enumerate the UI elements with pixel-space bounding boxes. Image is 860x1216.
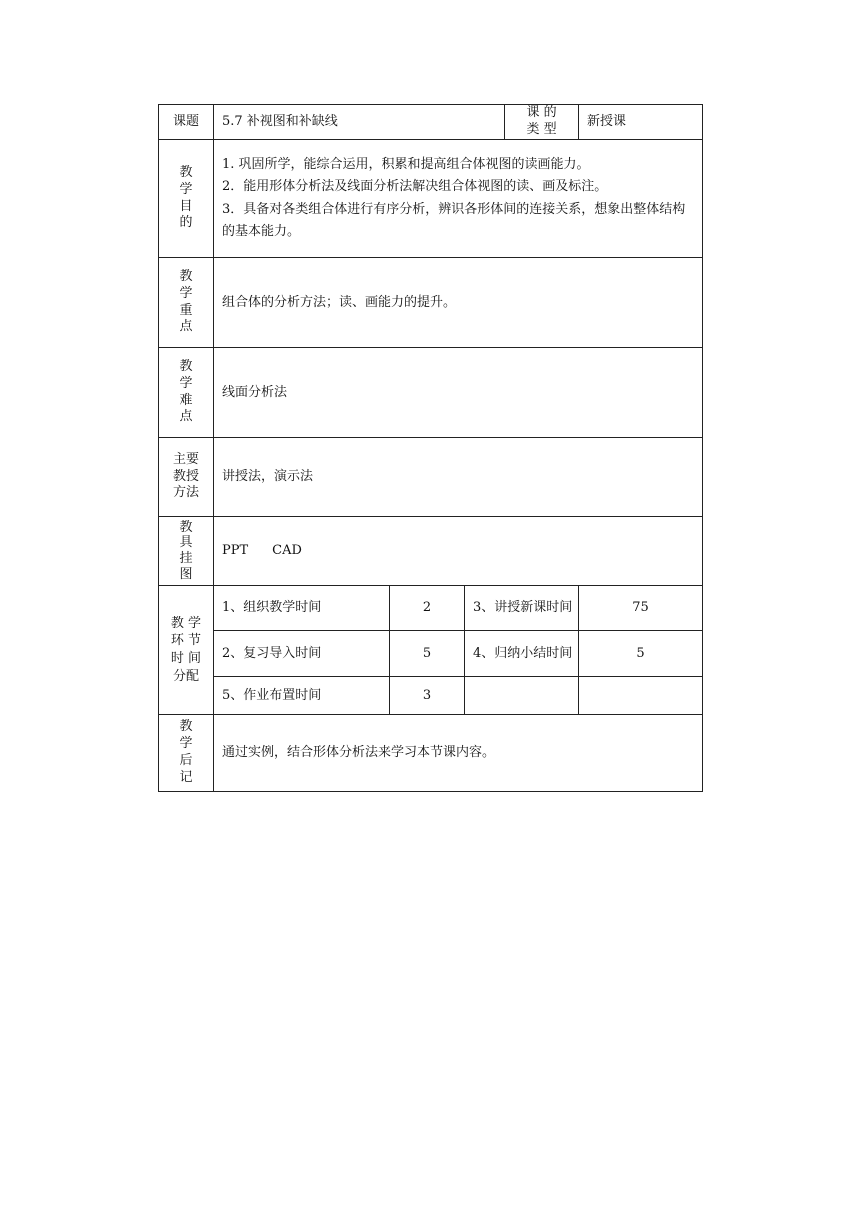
time-item-value [579,677,703,715]
header-row [159,105,703,140]
methods-label [159,438,214,517]
time-item-value: 5 [390,631,465,677]
label-char: 教 [179,164,193,180]
label-char: 学 [179,375,193,391]
label-char: 挂 [179,551,193,566]
key-points-value: 组合体的分析方法；读、画能力的提升。 [214,258,703,348]
methods-row [159,438,703,517]
type-label [505,105,579,140]
label-line: 方法 [172,485,199,501]
label-line: 主要 [172,451,199,467]
objective-item: 3．具备对各类组合体进行有序分析，辨识各形体间的连接关系，想象出整体结构的基本能力。 [222,201,686,239]
methods-value: 讲授法，演示法 [214,438,703,517]
label-char: 教 [179,358,193,374]
label-char: 重 [179,302,193,318]
objectives-row [159,140,703,258]
tools-label [159,517,214,586]
type-label-line2: 类 型 [526,122,557,137]
label-char: 图 [179,566,193,582]
label-char: 点 [179,409,193,425]
label-char: 难 [179,392,193,408]
label-char: 学 [179,285,193,301]
time-item-label [465,677,579,715]
objectives-label [159,140,214,258]
time-row-3 [159,677,703,715]
label-line: 环 节 [170,633,202,649]
label-char: 教 [179,719,193,735]
key-points-label [159,258,214,348]
lesson-plan-sheet [158,104,702,792]
postscript-row [159,715,703,792]
time-item-value: 5 [579,631,703,677]
label-line: 时 间 [170,651,202,666]
time-allocation-label [159,586,214,715]
objectives-content [214,140,703,258]
label-char: 具 [179,535,193,551]
label-char: 记 [179,769,193,785]
tool-item-cad: CAD [272,543,302,559]
tools-row [159,517,703,586]
objective-item: 1. 巩固所学，能综合运用，积累和提高组合体视图的读画能力。 [222,157,590,173]
objective-item: 2．能用形体分析法及线面分析法解决组合体视图的读、画及标注。 [222,179,608,195]
label-char: 学 [179,181,193,197]
label-char: 教 [179,268,193,284]
time-item-value: 2 [390,586,465,631]
difficulties-row [159,348,703,438]
topic-label: 课题 [159,105,214,140]
time-item-label: 4、归纳小结时间 [465,631,579,677]
label-char: 的 [179,215,193,231]
time-item-value: 3 [390,677,465,715]
label-line: 教授 [172,468,199,484]
difficulties-value: 线面分析法 [214,348,703,438]
key-points-row [159,258,703,348]
label-char: 教 [179,519,193,535]
label-char: 点 [179,319,193,335]
difficulties-label [159,348,214,438]
time-row-1 [159,586,703,631]
label-char: 学 [179,736,193,752]
type-label-line1: 课 的 [526,105,557,121]
tool-item-ppt: PPT [222,543,249,559]
postscript-label [159,715,214,792]
postscript-value: 通过实例，结合形体分析法来学习本节课内容。 [214,715,703,792]
topic-value: 5.7 补视图和补缺线 [214,105,505,140]
tools-value [214,517,703,586]
lesson-plan-table [158,104,703,792]
time-item-label: 2、复习导入时间 [214,631,390,677]
time-item-label: 1、组织教学时间 [214,586,390,631]
time-item-value: 75 [579,586,703,631]
label-line: 分配 [172,668,199,684]
time-item-label: 5、作业布置时间 [214,677,390,715]
label-char: 目 [179,198,193,214]
time-row-2 [159,631,703,677]
type-value: 新授课 [579,105,703,140]
time-item-label: 3、讲授新课时间 [465,586,579,631]
label-char: 后 [179,753,193,768]
label-line: 教 学 [170,615,202,631]
